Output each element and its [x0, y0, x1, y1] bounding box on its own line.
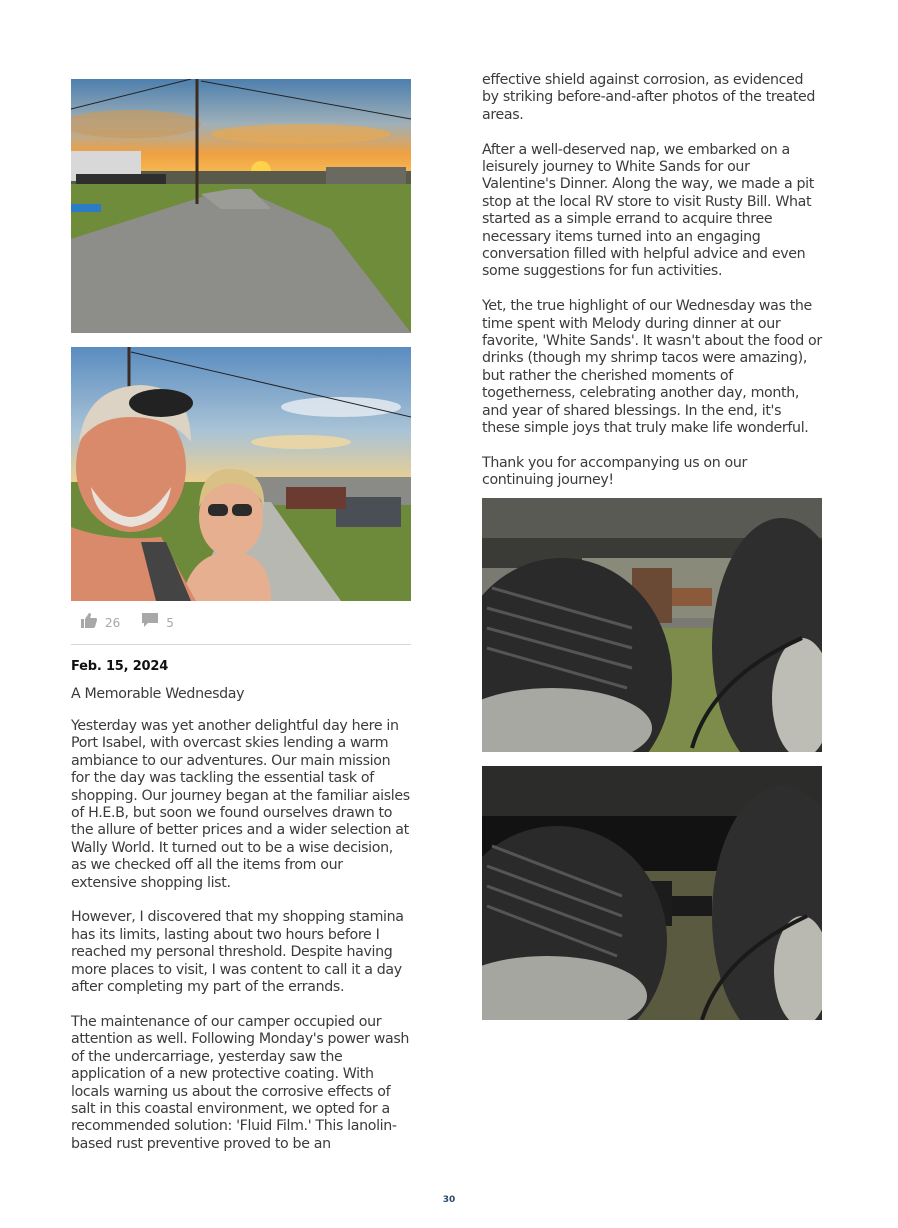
photo-sunset-rv-park: [71, 79, 411, 333]
left-column: [71, 79, 411, 1171]
body-paragraph: After a well-deserved nap, we embarked on a leisurely journey to White Sands for our Valentine's Dinner. Along the way, we made a pit stop at the local RV store to visit Rusty Bill. What started as a simple errand to acquire three necessary items turned into an engaging conversation filled with helpful advice and even some suggestions for fun activities.: [482, 141, 814, 280]
page-number: 30: [442, 1195, 456, 1205]
body-paragraph: effective shield against corrosion, as evidenced by striking before-and-after photos of the treated areas.: [482, 72, 816, 123]
post-date: Feb. 15, 2024: [71, 659, 169, 674]
photo-undercarriage-after: [482, 766, 822, 1020]
post-title: A Memorable Wednesday: [71, 686, 245, 702]
thumbs-up-icon[interactable]: [81, 613, 97, 633]
body-paragraph: Thank you for accompanying us on our continuing journey!: [482, 454, 747, 489]
comments-count: 5: [166, 615, 174, 630]
photo-couple-selfie: [71, 347, 411, 601]
social-stats-bar: [71, 601, 411, 645]
body-paragraph: Yesterday was yet another delightful day here in Port Isabel, with overcast skies lending a warm ambiance to our adventures. Our main mission for the day was tackling the essential task of shopping. Our journey began at the familiar aisles of H.E.B, but soon we found ourselves drawn to the allure of better prices and a wider selection at Wally World. It turned out to be a wise decision, as we checked off all the items from our extensive shopping list.: [71, 718, 410, 891]
body-paragraph: Yet, the true highlight of our Wednesday was the time spent with Melody during dinner at our favorite, 'White Sands'. It wasn't about the food or drinks (though my shrimp tacos were amazing), but rather the cherished moments of togetherness, celebrating another day, month, and year of shared blessings. In the end, it's these simple joys that truly make life wonderful.: [482, 298, 822, 437]
right-column: [482, 72, 822, 1020]
speech-bubble-icon[interactable]: [142, 613, 158, 633]
body-paragraph: However, I discovered that my shopping stamina has its limits, lasting about two hours before I reached my personal threshold. Despite having more places to visit, I was content to call it a day after completing my part of the errands.: [71, 909, 404, 996]
photo-undercarriage-before: [482, 498, 822, 752]
likes-count: 26: [105, 615, 121, 630]
body-paragraph: The maintenance of our camper occupied our attention as well. Following Monday's power wash of the undercarriage, yesterday saw the application of a new protective coating. With locals warning us about the corrosive effects of salt in this coastal environment, we opted for a recommended solution: 'Fluid Film.' This lanolin-based rust preventive proved to be an: [71, 1013, 410, 1152]
